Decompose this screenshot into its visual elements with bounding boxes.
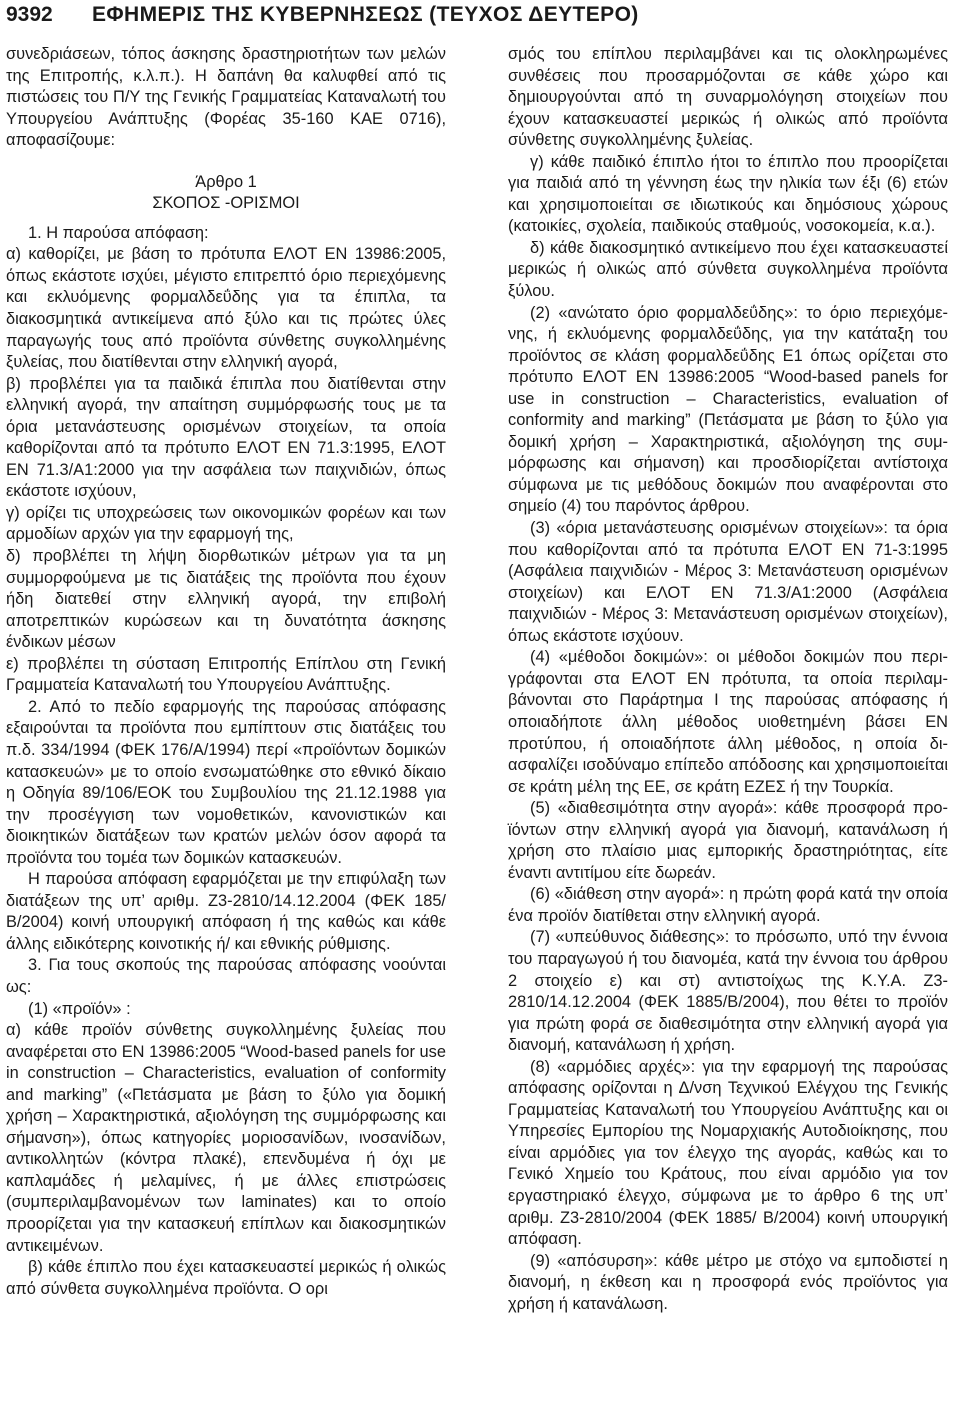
definition-1a: α) κάθε προϊόν σύνθετης συγκολλημένης ξυλείας που αναφέρεται στο ΕΝ 13986:2005 “Wood-based panels for use in construction – Characteristics, evaluation of conformity and marking” («Πετάσματα με βάση το ξύλο για δομική χρήση – Χαρακτηριστικά, αξιολόγηση της συμμόρφωσης και σήμανση»), όπως κατηγορίες μοριοσανίδων, ινοσανίδων, αντικολλητών (κόντρα πλακέ), επενδυμένα ή όχι με καπλαμάδες ή μελαμίνες, ή με άλλες επιστρώσεις (συμπεριλαμβανομένων των laminates) και το οποίο προορίζεται για την κατασκευή επίπλων και διακοσμητικών αντικειμένων. [6,1021,446,1255]
paragraph-2: 2. Από το πεδίο εφαρμογής της παρούσας απόφασης εξαιρούνται τα προϊόντα που εμπίπτουν στις διατάξεις του π.δ. 334/1994 (ΦΕΚ 176/Α/1994) περί «προϊόντων δομικών κατασκευών» με το οποίο ενσωματώθηκε στο εθνικό δίκαιο η Οδηγία 89/106/ΕΟΚ του Συμβουλίου της 21.12.1988 για την προσέγγιση των νομοθετικών, κανονιστικών και διοικητικών διατάξεων των κρατών μελών όσον αφορά τα προϊόντα του τομέα των δομικών κατασκευών. [6,697,446,867]
definition-1c: γ) κάθε παιδικό έπιπλο ήτοι το έπιπλο που προορίζεται για παιδιά από τη γέννηση έως την ηλικία των έξι (6) ετών και χρησιμοποιείται σε ιδιωτικούς και δημόσιους χώρους (κατοικίες, σχολεία, παιδικούς σταθμούς, νοσοκομεία, κ.α.). [508,152,948,236]
definition-5: (5) «διαθεσιμότητα στην αγορά»: κάθε προσφορά προϊόντων στην ελληνική αγορά για διανομή, κατανάλωση ή χρήση στο πλαίσιο μιας εμπορικής δραστηριότητας, είτε έναντι αντιτίμου είτε δωρεάν. [508,799,948,882]
definition-9: (9) «απόσυρση»: κάθε μέτρο με στόχο να εμποδιστεί η διανομή, η έκθεση και η προσφορά ενός προϊόντος για χρήση ή κατανάλωση. [508,1251,948,1313]
right-column [508,44,948,1315]
definition-6: (6) «διάθεση στην αγορά»: η πρώτη φορά κατά την οποία ένα προϊόν διατίθεται στην ελληνική αγορά. [508,885,948,925]
definition-1: (1) «προϊόν» : [28,999,131,1018]
paragraph-1a: α) καθορίζει, με βάση το πρότυπα ΕΛΟΤ ΕΝ 13986:2005, όπως εκάστοτε ισχύει, μέγιστο επιτρεπτό όριο περιεχόμενης και εκλυόμενης φορμαλδεΰδης για τα έπιπλα, τα διακοσμητικά αντικείμενα από ξύλο και τις πρώτες ύλες παραγωγής τους από προϊόντα σύνθετης συγκολλημένης ξυλείας, που διατίθενται στην ελληνική αγορά, [6,245,446,372]
definition-8: (8) «αρμόδιες αρχές»: για την εφαρμογή της παρούσας απόφασης ορίζονται η Δ/νση Τεχνικού Ελέγχου της Γενικής Γραμματείας Καταναλωτή του Υπουργείου Ανάπτυξης και οι Υπηρεσίες Εμπορίου της Νομαρχιακής Αυτοδιοίκησης, που είναι αρμόδιες για τον έλεγχο της αγοράς, καθώς και το Γενικό Χημείο του Κράτους, που είναι αρμόδιο για τον εργαστηριακό έλεγχο, σύμφωνα με το άρθρο 6 της υπ’ αριθμ. Ζ3-2810/2004 (ΦΕΚ 1885/ Β/2004) κοινή υπουργική απόφαση. [508,1057,948,1249]
article-title: ΣΚΟΠΟΣ -ΟΡΙΣΜΟΙ [152,194,300,213]
left-column [6,44,446,1300]
paragraph-3: 3. Για τους σκοπούς της παρούσας απόφασης νοούνται ως: [6,956,446,996]
paragraph-1d: δ) προβλέπει τη λήψη διορθωτικών μέτρων για τα μη συμμορφούμενα με τις διατάξεις της προϊόντα που έχουν ήδη διατεθεί στην ελληνική αγορά, την επιβολή αποτρεπτικών κυρώσεων και τη δυνατότητα άσκησης ένδικων μέσων [6,547,446,652]
article-number: Άρθρο 1 [195,172,257,191]
definition-2: (2) «ανώτατο όριο φορμαλδεΰδης»: το όριο περιεχόμενης, ή εκλυόμενης φορμαλδεΰδης, για την κατάταξη του προϊόντος σε κλάση φορμαλδεΰδης Ε1 όπως ορίζεται στο πρότυπο ΕΛΟΤ ΕΝ 13986:2005 “Wood-based panels for use in construction – Characteristics, evaluation of conformity and marking” (Πετάσματα με βάση το ξύλο για δομική χρήση – Χαρακτηριστικά, αξιολόγηση της συμμόρφωσης και σήμανση) και προσδιορίζεται αντίστοιχα σύμφωνα με τις μεθόδους δοκιμών που αναφέρονται στο σημείο (4) του παρόντος άρθρου. [508,303,948,516]
definition-1b-continued: σμός του επίπλου περιλαμβάνει και τις ολοκληρωμένες συνθέσεις που προσαρμόζονται σε κάθε χώρο και δημιουργούνται από τη συναρμολόγηση στοιχείων που έχουν κατασκευαστεί μερικώς ή ολικώς από προϊόντα σύνθετης συγκολλημένης ξυλείας. [508,45,948,150]
intro-paragraph: συνεδριάσεων, τόπος άσκησης δραστηριοτήτων των μελών της Επιτροπής, κ.λ.π.). Η δαπάνη θα καλυφθεί από τις πιστώσεις του Π/Υ της Γενικής Γραμματείας Καταναλωτή του Υπουργείου Ανάπτυξης (Φορέας 35-160 ΚΑΕ 0716), αποφασίζουμε: [6,45,446,150]
paragraph-1b: β) προβλέπει για τα παιδικά έπιπλα που διατίθενται στην ελληνική αγορά, την απαίτηση συμμόρφωσής τους με τα όρια μετανάστευσης ορισμένων στοιχείων, τα οποία καθορίζονται από τα πρότυπο ΕΛΟΤ ΕΝ 71.3:1995, ΕΛΟΤ ΕΝ 71.3/Α1:2000 για την ασφάλεια των παιχνιδιών, όπως εκάστοτε ισχύουν, [6,374,446,501]
paragraph-2b: Η παρούσα απόφαση εφαρμόζεται με την επιφύλαξη των διατάξεων της υπ’ αριθμ. Ζ3-2810/14.12.2004 (ΦΕΚ 185/Β/2004) κοινή υπουργική απόφαση ή της καθώς και κάθε άλλης ειδικότερης κοινοτικής ή/ και εθνικής ρύθμισης. [6,870,446,953]
definition-4: (4) «μέθοδοι δοκιμών»: οι μέθοδοι δοκιμών που περιγράφονται στα ΕΛΟΤ ΕΝ πρότυπα, τα οποία περιλαμβάνονται στο Παράρτημα Ι της παρούσας απόφασης ή οποιαδήποτε άλλη μέθοδος υιοθετημένη βάσει ΕΝ προτύπου, ή οποιαδήποτε άλλη μέθοδος, η οποία διασφαλίζει ισοδύναμο επίπεδο απόδοσης και χρησιμοποιείται σε κράτη μέλη της ΕΕ, σε κράτη ΕΖΕΣ ή την Τουρκία. [508,648,948,796]
definition-7: (7) «υπεύθυνος διάθεσης»: το πρόσωπο, υπό την έννοια του παραγωγού ή του διανομέα, κατά την έννοια του άρθρου 2 στοιχείο ε) και στ) αντιστοίχως της Κ.Υ.Α. Ζ3-2810/14.12.2004 (ΦΕΚ 1885/Β/2004), που θέτει το προϊόν για πρώτη φορά σε διαθεσιμότητα στην ελληνική αγορά για διανομή, κατανάλωση ή χρήση. [508,928,948,1055]
page-number: 9392 [6,3,53,26]
paragraph-1e: ε) προβλέπει τη σύσταση Επιτροπής Επίπλου στη Γενική Γραμματεία Καταναλωτή του Υπουργείου Ανάπτυξης. [6,654,446,695]
definition-1b-start: β) κάθε έπιπλο που έχει κατασκευαστεί μερικώς ή ολικώς από σύνθετα συγκολλημένα προϊόντα. Ο ορι [6,1258,446,1298]
paragraph-1c: γ) ορίζει τις υποχρεώσεις των οικονομικών φορέων και των αρμοδίων αρχών για την εφαρμογή της, [6,503,446,544]
definition-3: (3) «όρια μετανάστευσης ορισμένων στοιχείων»: τα όρια που καθορίζονται από τα πρότυπα ΕΛΟΤ ΕΝ 71-3:1995 (Ασφάλεια παιχνιδιών - Μέρος 3: Μετανάστευση ορισμένων στοιχείων) και ΕΛΟΤ ΕΝ 71.3/Α1:2000 (Ασφάλεια παιχνιδιών - Μέρος 3: Μετανάστευση ορισμένων στοιχείων), όπως εκάστοτε ισχύουν. [508,519,948,645]
definition-1d: δ) κάθε διακοσμητικό αντικείμενο που έχει κατασκευαστεί μερικώς ή ολικώς από σύνθετα συγκολλημένα προϊόντα ξύλου. [508,238,948,301]
paragraph-1: 1. Η παρούσα απόφαση: [28,223,209,242]
page-header [6,0,954,36]
journal-title: ΕΦΗΜΕΡΙΣ ΤΗΣ ΚΥΒΕΡΝΗΣΕΩΣ (ΤΕΥΧΟΣ ΔΕΥΤΕΡΟ) [92,3,639,26]
